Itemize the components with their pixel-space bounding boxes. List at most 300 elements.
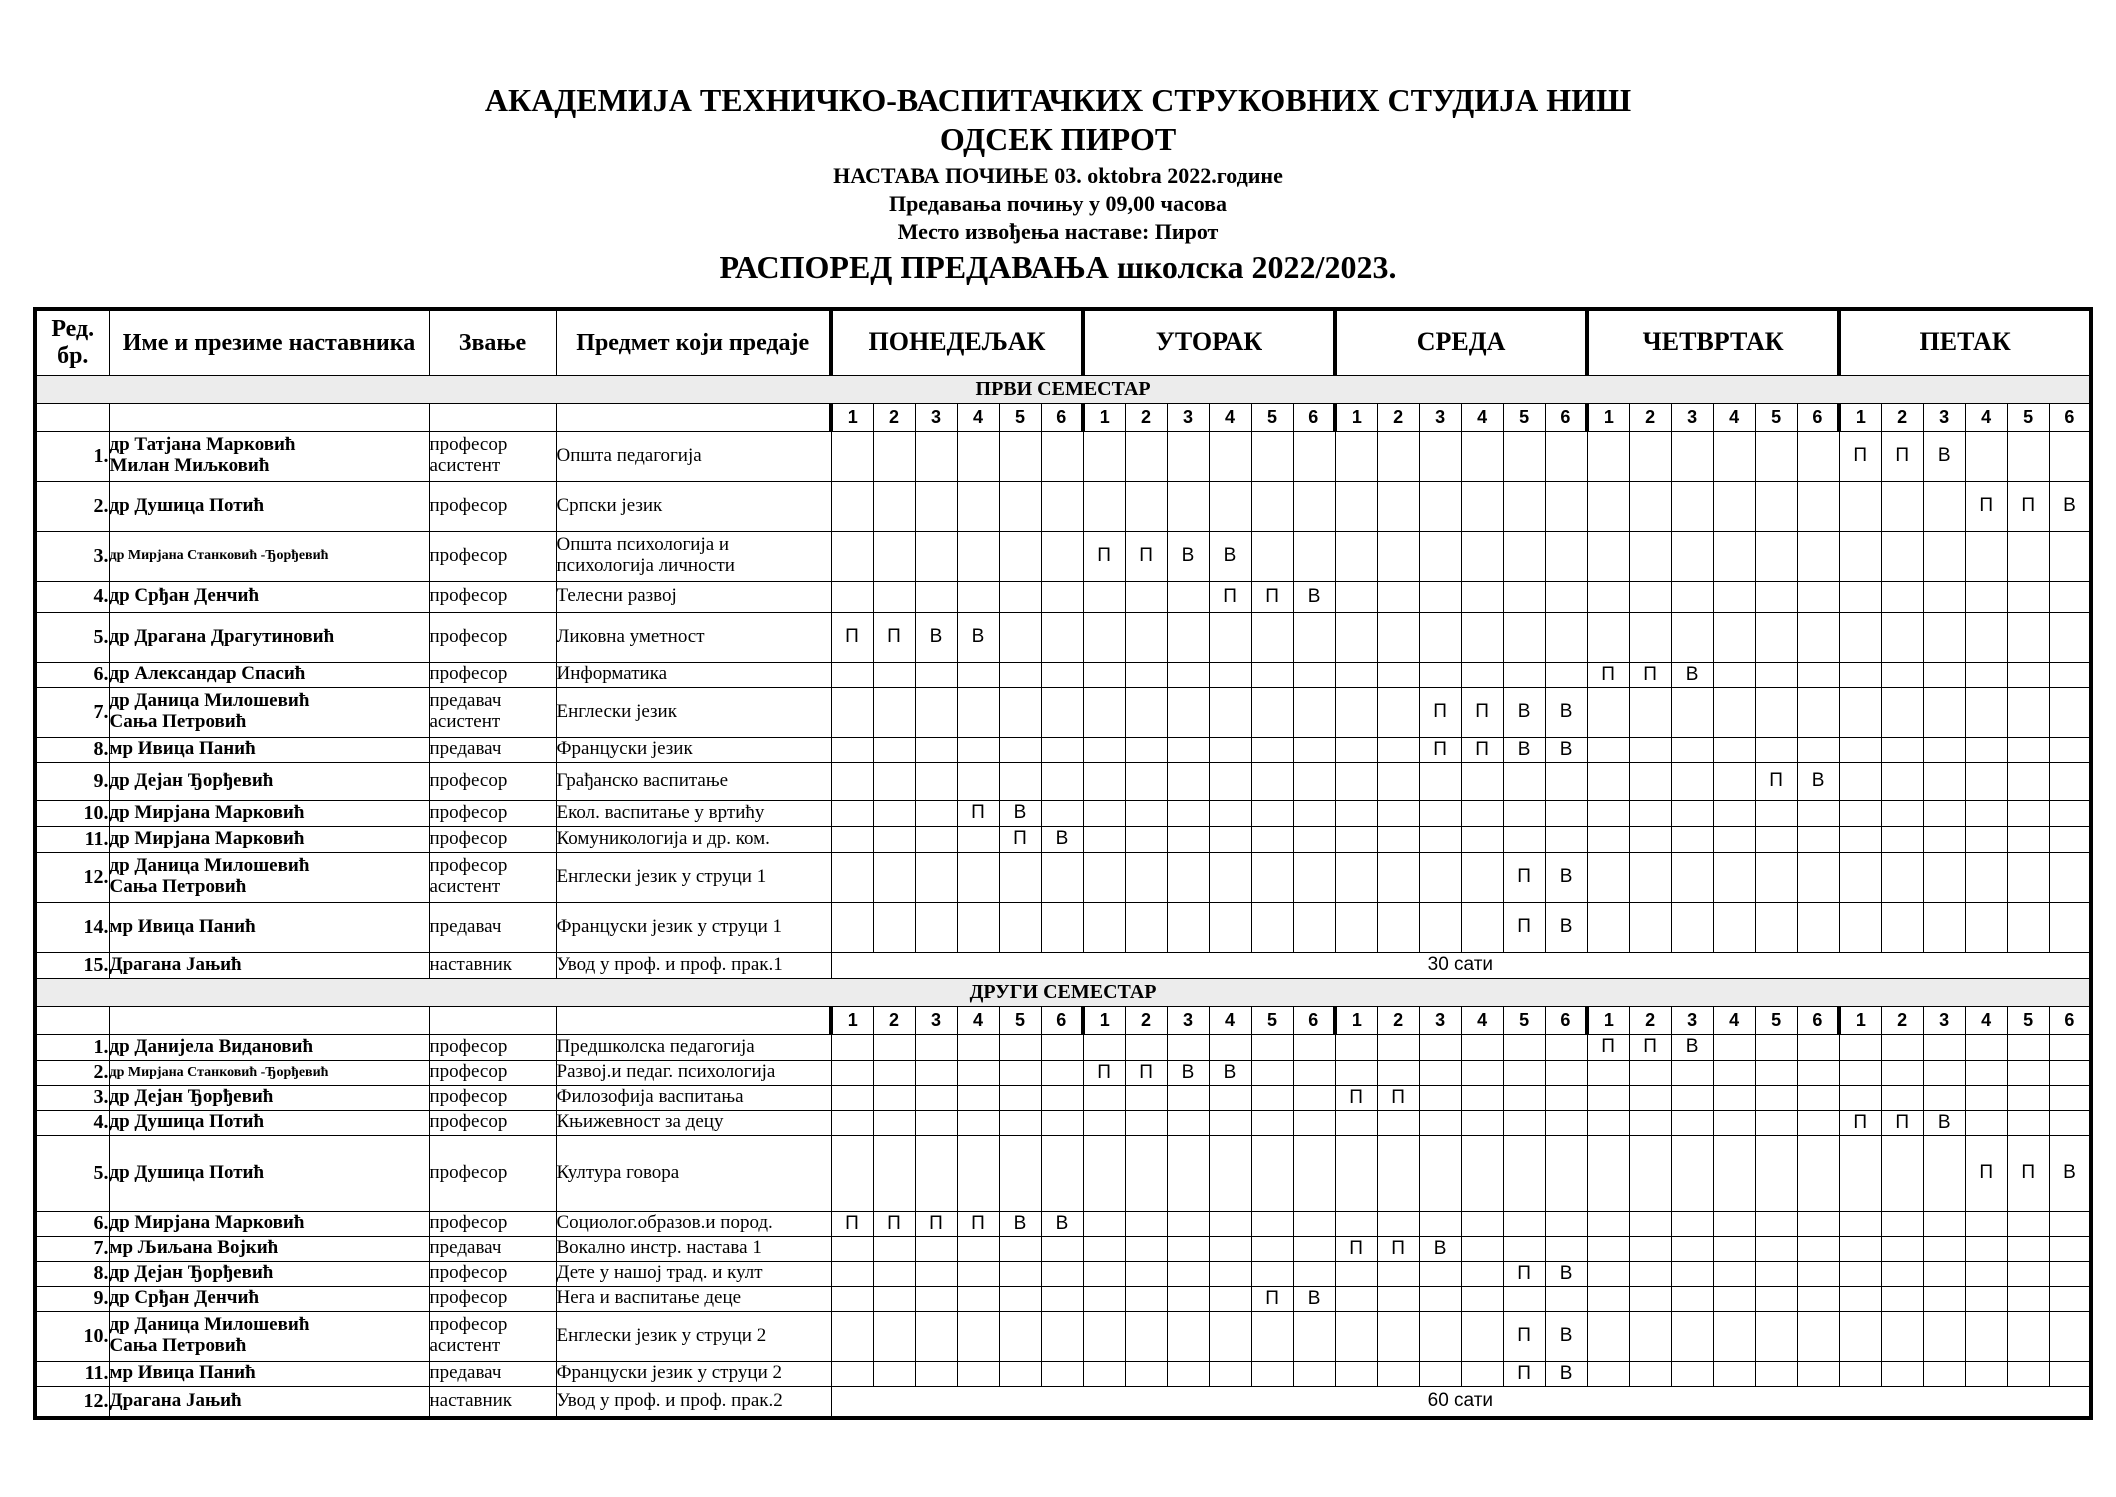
row-number: 11.	[35, 1361, 109, 1386]
schedule-slot	[1713, 1110, 1755, 1135]
schedule-slot	[1167, 1211, 1209, 1236]
schedule-slot	[1167, 800, 1209, 826]
schedule-slot	[2007, 581, 2049, 612]
schedule-slot	[1839, 1286, 1881, 1311]
schedule-slot	[915, 1311, 957, 1361]
schedule-slot	[1923, 1135, 1965, 1211]
slot-number: 6	[1545, 403, 1587, 431]
schedule-slot	[1881, 1085, 1923, 1110]
schedule-slot	[1461, 531, 1503, 581]
schedule-slot	[2007, 762, 2049, 800]
schedule-slot	[1839, 1034, 1881, 1060]
table-row	[35, 662, 2091, 687]
schedule-slot	[1335, 581, 1377, 612]
schedule-slot	[1965, 1311, 2007, 1361]
row-number: 5.	[35, 1135, 109, 1211]
schedule-slot	[1671, 1085, 1713, 1110]
schedule-slot	[1503, 762, 1545, 800]
schedule-slot	[999, 737, 1041, 762]
schedule-slot	[1797, 531, 1839, 581]
schedule-slot	[831, 1135, 873, 1211]
start-date-line: НАСТАВА ПОЧИЊЕ 03. oktobra 2022.године	[833, 163, 1283, 188]
schedule-slot	[1209, 1211, 1251, 1236]
subject-name: Развој.и педаг. психологија	[556, 1060, 831, 1085]
schedule-slot	[957, 1110, 999, 1135]
schedule-slot	[873, 1286, 915, 1311]
row-number: 10.	[35, 800, 109, 826]
schedule-slot	[1923, 826, 1965, 852]
schedule-slot	[1881, 1135, 1923, 1211]
teacher-name: др Мирјана Марковић	[109, 826, 429, 852]
table-row	[35, 902, 2091, 952]
schedule-slot	[1209, 1286, 1251, 1311]
schedule-slot	[1965, 1211, 2007, 1236]
schedule-slot	[1125, 852, 1167, 902]
schedule-slot: П	[1587, 1034, 1629, 1060]
schedule-slot: В	[1545, 1311, 1587, 1361]
table-row	[35, 737, 2091, 762]
teacher-name: др Душица Потић	[109, 481, 429, 531]
schedule-slot	[1419, 1060, 1461, 1085]
schedule-slot	[1083, 1034, 1125, 1060]
schedule-slot	[1377, 826, 1419, 852]
schedule-slot: П	[1503, 1311, 1545, 1361]
schedule-slot	[1167, 1236, 1209, 1261]
subject-name: Предшколска педагогија	[556, 1034, 831, 1060]
schedule-slot	[1629, 1060, 1671, 1085]
table-row	[35, 531, 2091, 581]
schedule-slot	[1587, 531, 1629, 581]
schedule-slot	[1209, 431, 1251, 481]
schedule-slot	[1293, 531, 1335, 581]
schedule-slot	[1881, 1034, 1923, 1060]
schedule-slot	[873, 1236, 915, 1261]
schedule-slot	[873, 481, 915, 531]
schedule-slot	[1839, 1261, 1881, 1286]
schedule-slot	[957, 1286, 999, 1311]
schedule-slot	[1125, 737, 1167, 762]
slot-number: 1	[1839, 1006, 1881, 1034]
schedule-slot	[1965, 826, 2007, 852]
schedule-slot	[1923, 612, 1965, 662]
schedule-slot	[2007, 1211, 2049, 1236]
schedule-slot	[915, 1261, 957, 1286]
schedule-slot	[1419, 1085, 1461, 1110]
schedule-slot	[1251, 800, 1293, 826]
schedule-slot	[1461, 612, 1503, 662]
schedule-slot	[915, 1034, 957, 1060]
schedule-slot	[1713, 737, 1755, 762]
schedule-slot	[873, 431, 915, 481]
table-row	[35, 762, 2091, 800]
teacher-name: Драгана Јањић	[109, 952, 429, 978]
schedule-slot	[1209, 1034, 1251, 1060]
row-number: 15.	[35, 952, 109, 978]
schedule-slot	[2049, 1286, 2091, 1311]
schedule-slot	[2007, 687, 2049, 737]
teacher-title: професор	[429, 481, 556, 531]
schedule-slot	[1797, 1034, 1839, 1060]
schedule-slot: П	[957, 1211, 999, 1236]
semester-row	[35, 978, 2091, 1006]
schedule-slot	[1839, 662, 1881, 687]
slot-number: 4	[1965, 1006, 2007, 1034]
schedule-slot	[1797, 687, 1839, 737]
schedule-slot	[831, 581, 873, 612]
schedule-slot	[1125, 1110, 1167, 1135]
semester-label: ПРВИ СЕМЕСТАР	[35, 375, 2091, 403]
schedule-slot	[1377, 800, 1419, 826]
schedule-slot: П	[1629, 662, 1671, 687]
schedule-slot	[1083, 662, 1125, 687]
schedule-slot: В	[1671, 662, 1713, 687]
schedule-slot: П	[1965, 481, 2007, 531]
teacher-title: професор асистент	[429, 1311, 556, 1361]
schedule-slot	[1209, 1361, 1251, 1386]
schedule-slot	[1251, 737, 1293, 762]
schedule-slot	[1629, 1135, 1671, 1211]
schedule-slot	[1461, 1261, 1503, 1286]
schedule-slot	[1797, 431, 1839, 481]
schedule-slot	[1041, 902, 1083, 952]
schedule-slot	[1125, 762, 1167, 800]
teacher-name: др Дејан Ђорђевић	[109, 1085, 429, 1110]
schedule-slot	[1251, 1361, 1293, 1386]
teacher-name: др Срђан Денчић	[109, 1286, 429, 1311]
schedule-slot	[1293, 1085, 1335, 1110]
schedule-slot	[1713, 1261, 1755, 1286]
schedule-slot	[1839, 1311, 1881, 1361]
slot-number-row	[35, 1006, 2091, 1034]
schedule-slot	[1671, 431, 1713, 481]
schedule-slot	[1923, 687, 1965, 737]
slot-number: 2	[1125, 1006, 1167, 1034]
schedule-slot	[1461, 800, 1503, 826]
schedule-slot	[1629, 852, 1671, 902]
schedule-slot	[1125, 1211, 1167, 1236]
schedule-slot	[1965, 762, 2007, 800]
schedule-slot	[1545, 800, 1587, 826]
teacher-name: мр Ивица Панић	[109, 737, 429, 762]
teacher-name: др Татјана Марковић Милан Миљковић	[109, 431, 429, 481]
schedule-slot	[1125, 800, 1167, 826]
schedule-slot	[1965, 800, 2007, 826]
schedule-slot	[1755, 1060, 1797, 1085]
schedule-slot: В	[1545, 902, 1587, 952]
schedule-slot	[1125, 431, 1167, 481]
schedule-slot	[873, 1110, 915, 1135]
schedule-slot	[1797, 481, 1839, 531]
schedule-slot	[1797, 1060, 1839, 1085]
schedule-slot	[1125, 1286, 1167, 1311]
schedule-slot	[1167, 431, 1209, 481]
row-number: 3.	[35, 1085, 109, 1110]
schedule-slot	[999, 1261, 1041, 1286]
schedule-slot: П	[1503, 1261, 1545, 1286]
schedule-slot	[1335, 662, 1377, 687]
schedule-slot	[1629, 481, 1671, 531]
table-row	[35, 1085, 2091, 1110]
schedule-slot	[1125, 1085, 1167, 1110]
schedule-slot	[831, 762, 873, 800]
schedule-slot	[873, 800, 915, 826]
schedule-slot	[2049, 1261, 2091, 1286]
schedule-slot	[1293, 687, 1335, 737]
slot-number: 5	[1755, 1006, 1797, 1034]
schedule-slot	[1839, 1060, 1881, 1085]
slot-number: 2	[873, 403, 915, 431]
schedule-slot	[957, 1060, 999, 1085]
schedule-slot	[915, 687, 957, 737]
schedule-slot	[1251, 1110, 1293, 1135]
schedule-slot	[915, 531, 957, 581]
schedule-slot	[1083, 826, 1125, 852]
schedule-slot	[1881, 687, 1923, 737]
schedule-slot	[1461, 1034, 1503, 1060]
schedule-slot	[1335, 1311, 1377, 1361]
schedule-slot	[1251, 1085, 1293, 1110]
schedule-slot: В	[1545, 1361, 1587, 1386]
schedule-slot	[1545, 1110, 1587, 1135]
schedule-slot: П	[1335, 1085, 1377, 1110]
schedule-slot	[1545, 531, 1587, 581]
schedule-slot	[1083, 1211, 1125, 1236]
slot-number: 3	[915, 403, 957, 431]
slot-number-row	[35, 403, 2091, 431]
schedule-slot	[1545, 762, 1587, 800]
teacher-title: предавач	[429, 1236, 556, 1261]
schedule-slot	[1839, 1085, 1881, 1110]
schedule-slot	[831, 481, 873, 531]
schedule-slot	[1209, 1110, 1251, 1135]
empty-cell	[556, 403, 831, 431]
schedule-slot	[1503, 1060, 1545, 1085]
subject-name: Француски језик	[556, 737, 831, 762]
schedule-slot	[1713, 581, 1755, 612]
schedule-slot	[1377, 687, 1419, 737]
schedule-slot	[1419, 1311, 1461, 1361]
schedule-slot	[1041, 481, 1083, 531]
teacher-title: професор	[429, 762, 556, 800]
teacher-title: професор	[429, 1110, 556, 1135]
schedule-slot	[1965, 852, 2007, 902]
schedule-slot	[1797, 1286, 1839, 1311]
schedule-slot	[1209, 902, 1251, 952]
schedule-slot	[1629, 1261, 1671, 1286]
schedule-slot	[2007, 1085, 2049, 1110]
schedule-slot	[2049, 737, 2091, 762]
schedule-slot	[1461, 1361, 1503, 1386]
schedule-slot	[1083, 762, 1125, 800]
schedule-slot	[1041, 531, 1083, 581]
schedule-slot	[1713, 1311, 1755, 1361]
schedule-slot	[1041, 581, 1083, 612]
schedule-slot	[2049, 852, 2091, 902]
teacher-title: професор	[429, 1060, 556, 1085]
schedule-slot	[1419, 1034, 1461, 1060]
subject-name: Књижевност за децу	[556, 1110, 831, 1135]
institution-title: АКАДЕМИЈА ТЕХНИЧКО-ВАСПИТАЧКИХ СТРУКОВНИХ СТУДИЈА НИШ	[484, 82, 1632, 118]
schedule-slot	[1419, 852, 1461, 902]
schedule-slot	[1797, 1311, 1839, 1361]
schedule-slot	[1125, 1236, 1167, 1261]
teacher-title: професор	[429, 1085, 556, 1110]
schedule-slot	[1083, 687, 1125, 737]
schedule-slot	[1923, 1060, 1965, 1085]
schedule-slot	[1671, 1135, 1713, 1211]
schedule-slot	[831, 800, 873, 826]
schedule-slot	[1377, 581, 1419, 612]
schedule-slot	[1335, 431, 1377, 481]
schedule-slot	[1293, 1110, 1335, 1135]
schedule-slot	[2007, 1361, 2049, 1386]
row-number: 6.	[35, 662, 109, 687]
schedule-slot	[873, 662, 915, 687]
schedule-slot	[2049, 1110, 2091, 1135]
schedule-slot	[1083, 1110, 1125, 1135]
schedule-slot	[1125, 1135, 1167, 1211]
schedule-slot	[1629, 612, 1671, 662]
schedule-slot	[1923, 1211, 1965, 1236]
slot-number: 3	[1167, 1006, 1209, 1034]
schedule-slot	[1335, 1211, 1377, 1236]
schedule-slot	[999, 581, 1041, 612]
schedule-slot	[1755, 1034, 1797, 1060]
schedule-slot	[1629, 581, 1671, 612]
schedule-slot	[1503, 1110, 1545, 1135]
schedule-slot	[1755, 826, 1797, 852]
schedule-slot	[1251, 612, 1293, 662]
schedule-slot	[1335, 481, 1377, 531]
teacher-title: предавач	[429, 902, 556, 952]
schedule-slot	[1335, 1110, 1377, 1135]
schedule-slot	[1713, 800, 1755, 826]
slot-number: 3	[1167, 403, 1209, 431]
day-header: СРЕДА	[1335, 309, 1587, 375]
schedule-slot	[1419, 481, 1461, 531]
schedule-slot	[999, 1311, 1041, 1361]
schedule-slot	[1755, 800, 1797, 826]
schedule-slot: П	[1461, 737, 1503, 762]
empty-cell	[35, 403, 109, 431]
schedule-slot	[1671, 1236, 1713, 1261]
row-number: 4.	[35, 581, 109, 612]
schedule-slot: П	[1377, 1085, 1419, 1110]
slot-number: 5	[1503, 1006, 1545, 1034]
schedule-slot: П	[1125, 531, 1167, 581]
schedule-slot	[1587, 1361, 1629, 1386]
col-header-no: Ред. бр.	[35, 309, 109, 375]
row-number: 11.	[35, 826, 109, 852]
schedule-slot	[831, 1236, 873, 1261]
schedule-slot	[999, 531, 1041, 581]
schedule-slot	[873, 687, 915, 737]
row-number: 12.	[35, 1386, 109, 1418]
schedule-slot: П	[1419, 687, 1461, 737]
table-row	[35, 952, 2091, 978]
table-row	[35, 826, 2091, 852]
row-number: 8.	[35, 1261, 109, 1286]
slot-number: 4	[1461, 1006, 1503, 1034]
schedule-slot	[999, 1236, 1041, 1261]
schedule-slot: П	[1503, 852, 1545, 902]
schedule-slot	[1293, 1261, 1335, 1286]
subject-name: Вокално инстр. настава 1	[556, 1236, 831, 1261]
schedule-slot	[831, 1361, 873, 1386]
schedule-slot	[1419, 902, 1461, 952]
row-number: 7.	[35, 687, 109, 737]
schedule-slot	[1881, 531, 1923, 581]
schedule-slot	[1377, 481, 1419, 531]
schedule-slot	[1251, 481, 1293, 531]
schedule-slot	[1251, 687, 1293, 737]
schedule-slot	[1629, 1236, 1671, 1261]
hours-total: 30 сати	[831, 952, 2091, 978]
teacher-title: професор	[429, 1286, 556, 1311]
schedule-slot	[1965, 1060, 2007, 1085]
table-header-row	[35, 309, 2091, 375]
slot-number: 3	[915, 1006, 957, 1034]
schedule-slot: В	[1545, 737, 1587, 762]
schedule-slot	[915, 852, 957, 902]
row-number: 9.	[35, 1286, 109, 1311]
schedule-slot: П	[2007, 481, 2049, 531]
schedule-slot: П	[1755, 762, 1797, 800]
schedule-slot	[1377, 1311, 1419, 1361]
schedule-slot	[1335, 737, 1377, 762]
teacher-name: мр Ивица Панић	[109, 902, 429, 952]
slot-number: 6	[2049, 403, 2091, 431]
schedule-slot	[1881, 1361, 1923, 1386]
schedule-slot	[1965, 737, 2007, 762]
slot-number: 4	[1713, 1006, 1755, 1034]
schedule-slot	[999, 852, 1041, 902]
schedule-slot	[1041, 1034, 1083, 1060]
col-header-name: Име и презиме наставника	[109, 309, 429, 375]
schedule-slot: П	[2007, 1135, 2049, 1211]
table-row	[35, 1034, 2091, 1060]
schedule-slot	[1083, 800, 1125, 826]
schedule-slot	[1587, 1211, 1629, 1236]
schedule-slot	[1377, 431, 1419, 481]
schedule-slot	[1587, 1060, 1629, 1085]
schedule-slot	[1671, 1261, 1713, 1286]
schedule-slot	[999, 1060, 1041, 1085]
schedule-slot	[1965, 662, 2007, 687]
schedule-slot	[1041, 762, 1083, 800]
schedule-slot	[999, 431, 1041, 481]
schedule-slot	[1881, 581, 1923, 612]
row-number: 14.	[35, 902, 109, 952]
schedule-slot	[1545, 1211, 1587, 1236]
schedule-slot: П	[1209, 581, 1251, 612]
schedule-slot: В	[999, 800, 1041, 826]
schedule-slot	[1461, 581, 1503, 612]
teacher-title: професор	[429, 1261, 556, 1286]
schedule-slot	[1713, 852, 1755, 902]
table-row	[35, 1261, 2091, 1286]
schedule-slot	[1041, 1135, 1083, 1211]
schedule-slot	[2007, 737, 2049, 762]
schedule-slot	[1167, 1110, 1209, 1135]
schedule-slot	[915, 826, 957, 852]
schedule-slot	[1545, 1060, 1587, 1085]
schedule-slot	[1461, 762, 1503, 800]
schedule-slot	[1587, 800, 1629, 826]
schedule-slot: П	[1083, 1060, 1125, 1085]
schedule-slot	[1125, 581, 1167, 612]
schedule-slot	[957, 852, 999, 902]
